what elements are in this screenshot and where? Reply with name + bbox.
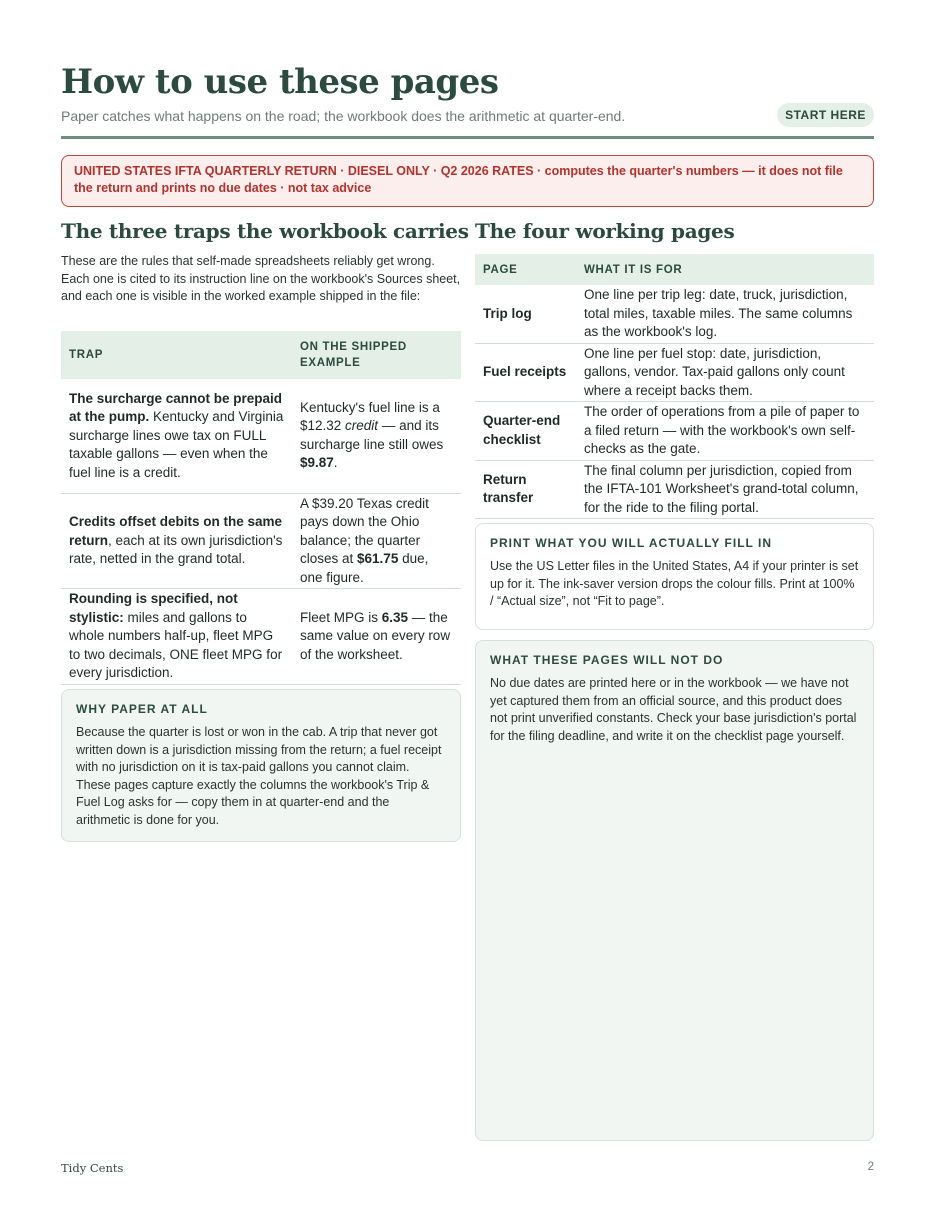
traps-table <box>61 331 461 685</box>
example-text: — and its surcharge line still owes <box>300 418 444 452</box>
callout-title: WHY PAPER AT ALL <box>76 702 208 716</box>
page-purpose: The final column per jurisdiction, copied from the IFTA-101 Worksheet's grand-total column, for the ride to the filing portal. <box>576 460 874 519</box>
col-header-purpose: WHAT IT IS FOR <box>576 254 874 285</box>
trap-detail: miles and gallons to whole numbers half-up, fleet MPG to two decimals, ONE fleet MPG for every jurisdiction. <box>69 609 283 680</box>
example-cell <box>292 493 461 589</box>
col-header-trap: TRAP <box>61 331 292 379</box>
table-row <box>475 402 874 461</box>
example-cell <box>292 379 461 493</box>
trap-cell <box>61 493 292 589</box>
scope-alert-banner <box>61 155 874 207</box>
example-text: Kentucky's fuel line is a $12.32 <box>300 399 440 434</box>
callout-title: PRINT WHAT YOU WILL ACTUALLY FILL IN <box>490 536 772 550</box>
table-row <box>475 460 874 519</box>
example-text: . <box>333 455 338 471</box>
col-header-page: PAGE <box>475 254 576 285</box>
trap-rule: Credits offset debits on the same return <box>69 514 283 548</box>
trap-detail: , each at its own jurisdiction's rate, netted in the grand total. <box>69 532 283 566</box>
callout-body: Use the US Letter files in the United States, A4 if your printer is set up for it. The ink-saver version drops the colour fills. Print at 100% / “Actual size”, not “Fit to page”. <box>490 559 859 608</box>
pages-table-header <box>475 254 874 285</box>
trap-rule: The surcharge cannot be prepaid at the pump. <box>69 390 283 424</box>
example-text: — the same value on every row of the worksheet. <box>300 609 451 662</box>
pages-table <box>475 254 874 519</box>
page-name: Quarter-end checklist <box>475 402 576 461</box>
footer-brand: Tidy Cents <box>61 1161 124 1175</box>
page-subtitle: Paper catches what happens on the road; the workbook does the arithmetic at quarter-end. <box>61 108 626 124</box>
page-purpose: The order of operations from a pile of paper to a filed return — with the workbook's own self-checks as the gate. <box>576 402 874 461</box>
callout-body: No due dates are printed here or in the workbook — we have not yet captured them from an official source, and this product does not print unverified constants. Check your base jurisdiction's portal for the filing deadline, and write it on the checklist page yourself. <box>490 676 857 743</box>
traps-table-header <box>61 331 461 379</box>
trap-detail: Kentucky and Virginia surcharge lines owe tax on FULL taxable gallons — even when the fuel line is a credit. <box>69 409 284 480</box>
example-text: due, one figure. <box>300 551 429 585</box>
traps-heading: The three traps the workbook carries <box>61 219 469 243</box>
page-name: Fuel receipts <box>475 343 576 402</box>
table-row <box>475 343 874 402</box>
header-divider <box>61 136 874 139</box>
example-figure: $61.75 <box>357 551 399 566</box>
traps-intro: These are the rules that self-made spreadsheets reliably get wrong. Each one is cited to its instruction line on the workbook's Sources sheet, and each one is visible in the worked example shipped in the file: <box>61 254 461 303</box>
page-name: Trip log <box>475 285 576 343</box>
col-header-example: ON THE SHIPPED EXAMPLE <box>292 331 461 379</box>
print-callout <box>475 523 874 630</box>
page-number: 2 <box>867 1161 874 1173</box>
callout-title: WHAT THESE PAGES WILL NOT DO <box>490 653 724 667</box>
example-text: Fleet MPG is <box>300 609 382 625</box>
example-cell <box>292 589 461 685</box>
example-text: A $39.20 Texas credit pays down the Ohio balance; the quarter closes at <box>300 495 429 566</box>
pages-heading: The four working pages <box>475 219 735 243</box>
trap-rule: Rounding is specified, not stylistic: <box>69 591 238 625</box>
table-row <box>61 589 461 685</box>
page-title: How to use these pages <box>61 62 499 102</box>
page-purpose: One line per trip leg: date, truck, jurisdiction, total miles, taxable miles. The same columns as the workbook's log. <box>576 285 874 343</box>
trap-cell <box>61 379 292 493</box>
trap-cell <box>61 589 292 685</box>
start-here-badge: START HERE <box>777 103 874 127</box>
table-row <box>61 379 461 493</box>
scope-alert-text: UNITED STATES IFTA QUARTERLY RETURN · DIESEL ONLY · Q2 2026 RATES · computes the quarter's numbers — it does not file the return and prints no due dates · not tax advice <box>74 164 843 195</box>
table-row <box>61 493 461 589</box>
example-figure: $9.87 <box>300 455 334 471</box>
why-paper-callout <box>61 689 461 842</box>
page-purpose: One line per fuel stop: date, jurisdiction, gallons, vendor. Tax-paid gallons only count where a receipt backs them. <box>576 343 874 402</box>
page-name: Return transfer <box>475 460 576 519</box>
callout-body: Because the quarter is lost or won in the cab. A trip that never got written down is a jurisdiction missing from the return; a fuel receipt with no jurisdiction on it is tax-paid gallons you cannot claim. These pages capture exactly the columns the workbook's Trip & Fuel Log asks for — copy them in at quarter-end and the arithmetic is done for you. <box>76 725 442 827</box>
example-emphasis: credit <box>345 418 379 434</box>
example-figure: 6.35 <box>381 609 409 625</box>
table-row <box>475 285 874 343</box>
not-do-callout <box>475 640 874 1141</box>
